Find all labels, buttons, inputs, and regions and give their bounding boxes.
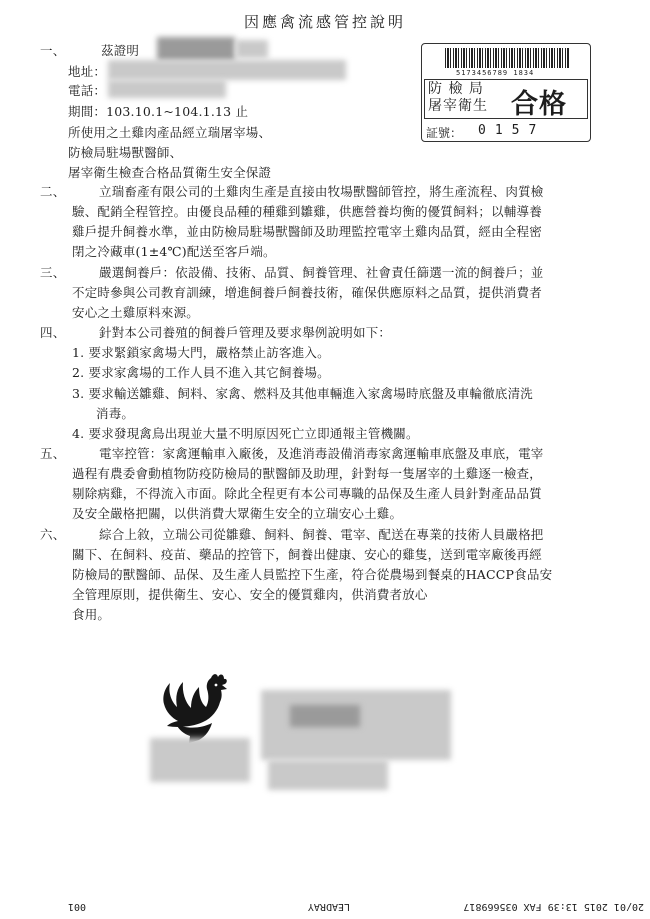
redacted-company-seal-text: [290, 705, 360, 727]
redacted-company-name-extra: [236, 40, 268, 58]
barcode: [445, 48, 569, 68]
section-4-number: 四、: [40, 325, 66, 340]
section-5-number: 五、: [40, 446, 66, 461]
section-2-line: 驗、配銷全程管控。由優良品種的種雞到雛雞，供應營養均衡的優質飼料；以輔導養: [72, 204, 542, 219]
section-2-line: 雞戶提升飼養水準，並由防檢局駐場獸醫師及助理監控電宰土雞肉品質，經由全程密: [72, 224, 542, 239]
stamp-office-line: 防 檢 局: [428, 81, 484, 97]
section-4-item: 2. 要求家禽場的工作人員不進入其它飼養場。: [72, 365, 330, 380]
address-label: 地址：: [68, 64, 107, 79]
redacted-address: [108, 60, 346, 80]
section-4-item: 1. 要求緊鎖家禽場大門，嚴格禁止訪客進入。: [72, 345, 330, 360]
section-2-number: 二、: [40, 184, 66, 199]
section-6-line: 關下、在飼料、疫苗、藥品的控管下，飼養出健康、安心的雞隻，送到電宰廠後再經: [72, 547, 542, 562]
section-4-intro: 針對本公司養殖的飼養戶管理及要求舉例說明如下：: [99, 325, 392, 340]
section-2-line: 立瑞畜產有限公司的土雞肉生產是直接由牧場獸醫師管控，將生產流程、肉質檢: [99, 184, 544, 199]
section-5-line: 剔除病雞，不得流入市面。除此全程更有本公司專職的品保及生產人員針對產品品質: [72, 486, 542, 501]
stamp-office: [428, 81, 488, 115]
redacted-phone: [108, 80, 226, 98]
section-3-number: 三、: [40, 265, 66, 280]
rooster-logo-icon: [158, 672, 238, 744]
section-5-line: 電宰控管：家禽運輸車入廠後，及進消毒設備消毒家禽運輸車底盤及車底，電宰: [99, 446, 544, 461]
validity-period: 期間：103.10.1~104.1.13 止: [68, 104, 249, 119]
section-1-line: 屠宰衛生檢查合格品質衛生安全保證: [68, 165, 272, 180]
section-6-line: 防檢局的獸醫師、品保、及生產人員監控下生產，符合從農場到餐桌的HACCP食品安: [72, 567, 553, 582]
section-4-item: 消毒。: [96, 406, 135, 421]
certify-label: 茲證明: [101, 43, 140, 58]
phone-label: 電話：: [68, 83, 107, 98]
section-5-line: 過程有農委會動植物防疫防檢局的獸醫師及助理，針對每一隻屠宰的土雞逐一檢查，: [72, 466, 542, 481]
stamp-box: [424, 79, 588, 119]
barcode-number: 5173456789 1834: [456, 69, 535, 77]
section-1-line: 防檢局駐場獸醫師、: [68, 145, 183, 160]
fax-datetime: 20/01 2015 13:39 FAX 035669817: [463, 901, 644, 912]
redacted-signature: [150, 738, 250, 782]
section-3-line: 安心之土雞原料來源。: [72, 305, 200, 320]
fax-footer: [0, 897, 650, 913]
section-3-line: 不定時參與公司教育訓練，增進飼養戶飼養技術，確保供應原料之品質，提供消費者: [72, 285, 542, 300]
redacted-company-name: [157, 37, 235, 61]
section-1-number: 一、: [40, 43, 66, 58]
section-6-line: 綜合上敘，立瑞公司從雛雞、飼料、飼養、電宰、配送在專業的技術人員嚴格把: [99, 527, 544, 542]
section-6-line: 全管理原則，提供衛生、安心、安全的優質雞肉，供消費者放心: [72, 587, 428, 602]
stamp-cert-label: 証號：: [426, 126, 463, 140]
inspection-pass-stamp: [421, 43, 591, 142]
section-2-line: 閉之冷藏車(1±4℃)配送至客戶端。: [72, 244, 276, 259]
section-1-line: 所使用之土雞肉產品經立瑞屠宰場、: [68, 125, 272, 140]
fax-page-number: 001: [67, 901, 86, 912]
section-3-line: 嚴選飼養戶：依設備、技術、品質、飼養管理、社會責任篩選一流的飼養戶；並: [99, 265, 544, 280]
document-title: 因應禽流感管控說明: [243, 13, 406, 31]
stamp-status: 合格: [511, 89, 567, 120]
section-5-line: 及安全嚴格把關，以供消費大眾衛生安全的立瑞安心土雞。: [72, 506, 403, 521]
section-6-number: 六、: [40, 527, 66, 542]
section-4-item: 3. 要求輸送雛雞、飼料、家禽、燃料及其他車輛進入家禽場時底盤及車輪徹底清洗: [72, 386, 534, 401]
fax-sender: LEADRAY: [307, 901, 350, 912]
stamp-cert-number: 0157: [478, 123, 546, 138]
stamp-office-line: 屠宰衛生: [428, 98, 488, 114]
redacted-signature-extra: [268, 760, 388, 790]
section-6-line: 食用。: [72, 607, 111, 622]
section-4-item: 4. 要求發現禽鳥出現並大量不明原因死亡立即通報主管機關。: [72, 426, 419, 441]
